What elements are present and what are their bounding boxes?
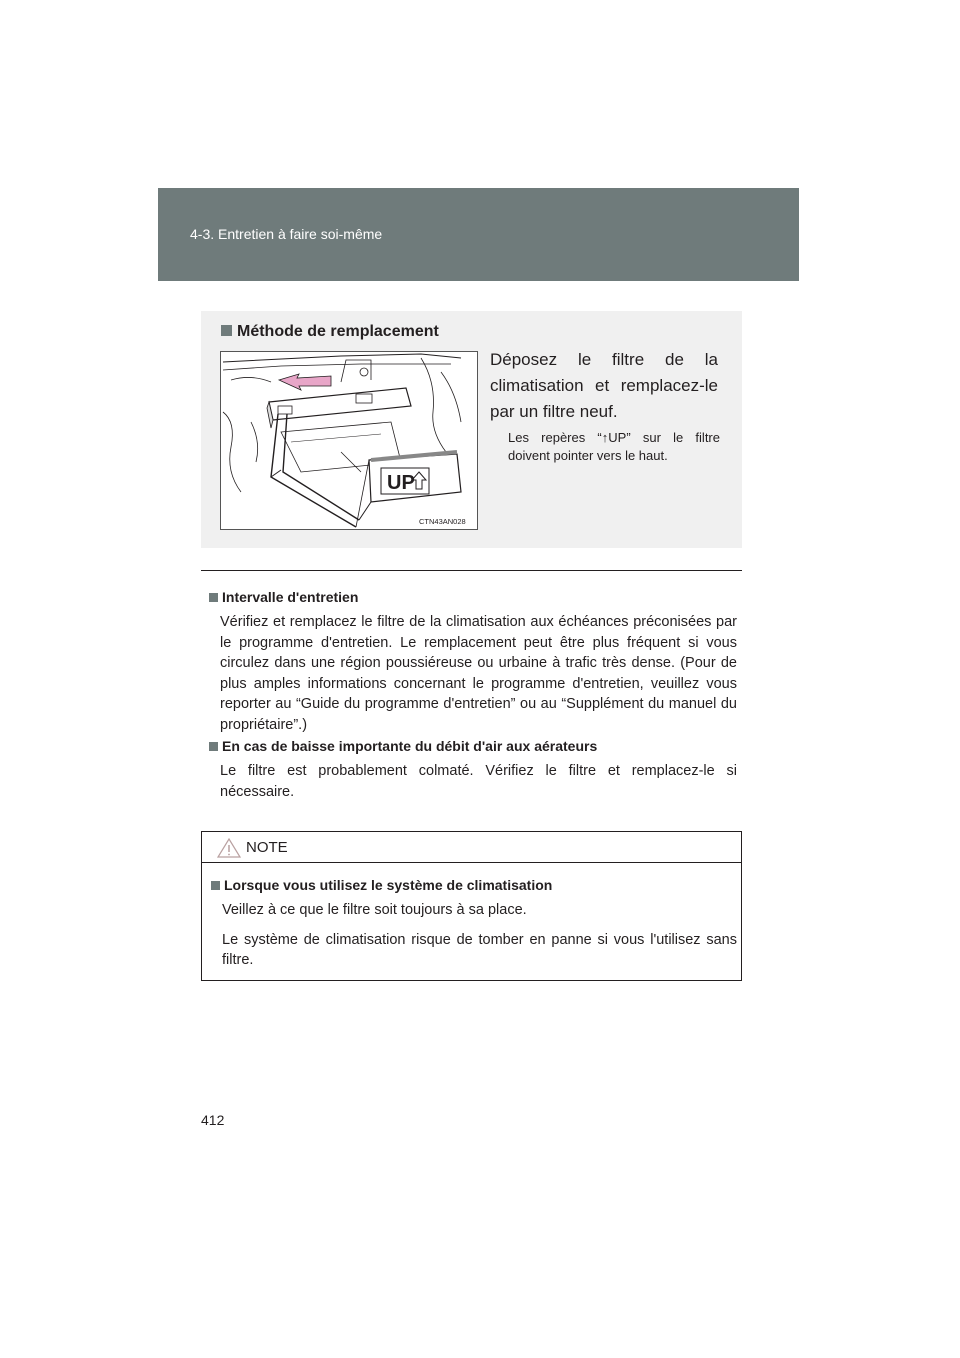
- section-header: [158, 188, 799, 281]
- note-box: [201, 831, 742, 981]
- note-header: [202, 832, 741, 863]
- method-title-text: Méthode de remplacement: [237, 323, 439, 340]
- square-bullet-icon: [221, 325, 232, 336]
- up-label: UP: [387, 472, 415, 494]
- interval-body: Vérifiez et remplacez le filtre de la climatisation aux échéances préconisées par le programme d'entretien. Le remplacement peut être plus fréquent si vous circulez dans une région poussiéreuse ou urbaine à trafic très dense. (Pour de plus amples informations concernant le programme d'entretien, veuillez vous reporter au “Guide du programme d'entretien” ou au “Supplément du manuel du propriétaire”.): [220, 614, 737, 733]
- warning-icon: [217, 838, 241, 858]
- page-number: 412: [201, 1112, 225, 1128]
- note-item-title: [211, 875, 737, 895]
- square-bullet-icon: [211, 881, 220, 890]
- figure-code: CTN43AN028: [419, 517, 466, 526]
- method-title: [221, 323, 439, 341]
- method-main-text: Déposez le filtre de la climatisation et remplacez-le par un filtre neuf.: [490, 350, 718, 421]
- airflow-title-text: En cas de baisse importante du débit d'air aux aérateurs: [222, 738, 598, 754]
- section-title: 4-3. Entretien à faire soi-même: [190, 226, 383, 242]
- note-paragraph-1: Veillez à ce que le filtre soit toujours à sa place.: [222, 902, 527, 918]
- airflow-body: Le filtre est probablement colmaté. Vérifiez le filtre et remplacez-le si nécessaire.: [220, 763, 737, 800]
- airflow-title: [209, 736, 737, 756]
- interval-section: [209, 587, 737, 735]
- square-bullet-icon: [209, 742, 218, 751]
- method-box: [201, 311, 742, 548]
- note-content: [211, 875, 737, 971]
- note-label: NOTE: [246, 839, 288, 856]
- note-item-title-text: Lorsque vous utilisez le système de climatisation: [224, 877, 553, 893]
- interval-title: [209, 587, 737, 607]
- note-paragraph-2: Le système de climatisation risque de tomber en panne si vous l'utilisez sans filtre.: [222, 931, 737, 968]
- airflow-section: [209, 736, 737, 802]
- section-divider: [201, 570, 742, 571]
- filter-illustration-svg: [221, 352, 477, 529]
- interval-title-text: Intervalle d'entretien: [222, 589, 359, 605]
- method-note-text: Les repères “↑UP” sur le filtre doivent pointer vers le haut.: [508, 430, 720, 463]
- square-bullet-icon: [209, 593, 218, 602]
- filter-illustration: [220, 351, 478, 530]
